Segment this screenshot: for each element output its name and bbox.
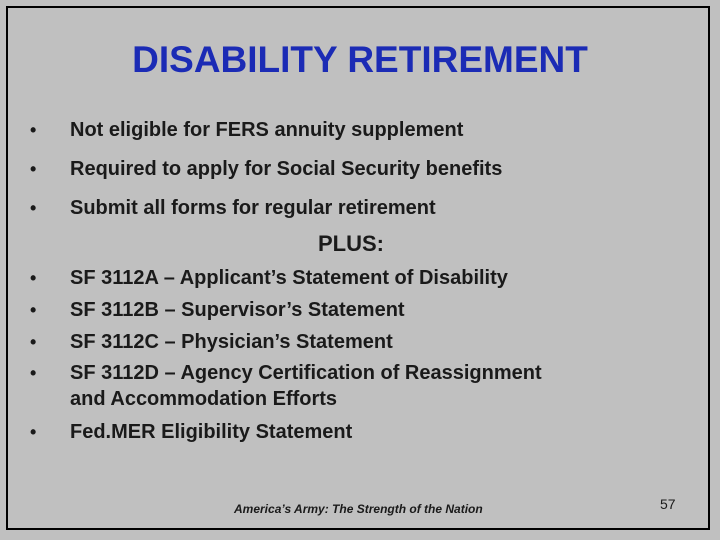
bullet-icon: • xyxy=(30,300,37,320)
bullet-text: Submit all forms for regular retirement xyxy=(70,197,436,219)
bullet-icon: • xyxy=(30,198,37,218)
bullet-icon: • xyxy=(30,120,37,140)
bullet-text: SF 3112C – Physician’s Statement xyxy=(70,331,393,353)
bullet-icon: • xyxy=(30,268,37,288)
bullet-text: SF 3112B – Supervisor’s Statement xyxy=(70,299,405,321)
slide-title: DISABILITY RETIREMENT xyxy=(132,39,588,80)
bullet-icon: • xyxy=(30,363,37,383)
bullet-text: Required to apply for Social Security benefits xyxy=(70,158,503,180)
bullet-text: SF 3112D – Agency Certification of Reassignment xyxy=(70,362,542,384)
bullet-text-continuation: and Accommodation Efforts xyxy=(70,388,338,410)
plus-heading: PLUS: xyxy=(318,231,384,256)
page-number: 57 xyxy=(660,496,676,512)
bullet-text: SF 3112A – Applicant’s Statement of Disability xyxy=(70,267,508,289)
bullet-icon: • xyxy=(30,159,37,179)
slide-footer: America’s Army: The Strength of the Nation xyxy=(234,502,483,516)
bullet-icon: • xyxy=(30,422,37,442)
bullet-icon: • xyxy=(30,332,37,352)
bullet-text: Not eligible for FERS annuity supplement xyxy=(70,119,464,141)
bullet-text: Fed.MER Eligibility Statement xyxy=(70,421,353,443)
